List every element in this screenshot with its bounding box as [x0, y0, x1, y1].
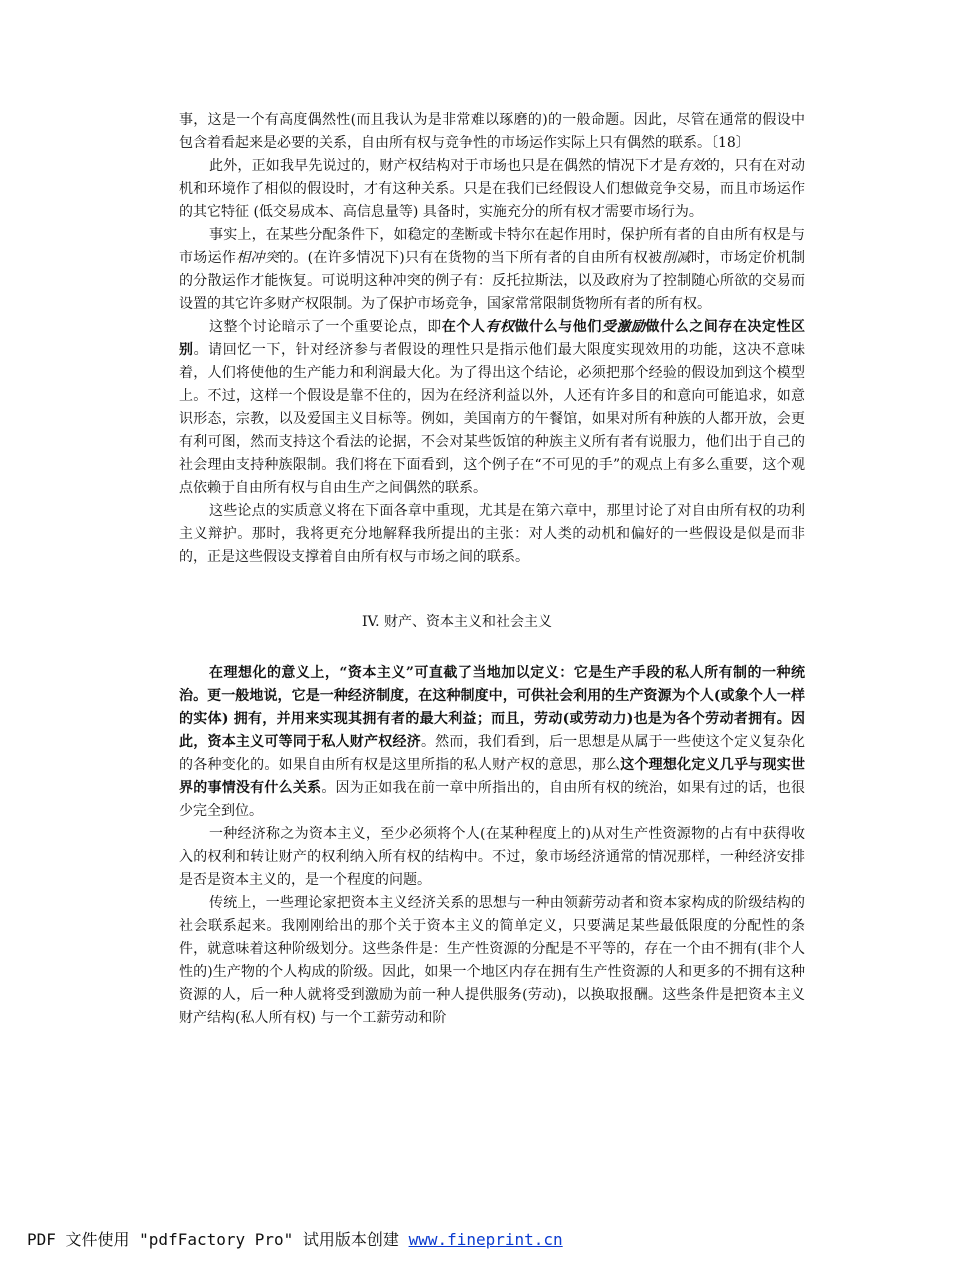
text-span: 的，只有在对动机和环境作了相似的假设时，才有这种关系。只是在我们已经假设人们想做竞争交易，而且市场运作的其它特征 (低交易成本、高信息量等) 具备时，实施充分的所有权才需要市场行为。 — [179, 158, 805, 220]
paragraph — [179, 823, 805, 892]
emphasis-span: 做什么之间存在决定性区别 — [179, 319, 806, 358]
text-span: 一种经济称之为资本主义，至少必须将个人(在某种程度上的)从对生产性资源物的占有中获得收入的权利和转让财产的权利纳入所有权的结构中。不过，象市场经济通常的情况那样，一种经济安排是否是资本主义的，是一个程度的问题。 — [179, 826, 805, 888]
paragraph — [179, 892, 805, 1030]
text-span: 传统上，一些理论家把资本主义经济关系的思想与一种由领薪劳动者和资本家构成的阶级结构的社会联系起来。我刚刚给出的那个关于资本主义的简单定义，只要满足某些最低限度的分配性的条件，就意味着这种阶级划分。这些条件是：生产性资源的分配是不平等的，存在一个由不拥有(非个人性的)生产物的个人构成的阶级。因此，如果一个地区内存在拥有生产性资源的人和更多的不拥有这种资源的人，后一种人就将受到激励为前一种人提供服务(劳动)，以换取报酬。这些条件是把资本主义财产结构(私人所有权) 与一个工薪劳动和阶 — [179, 895, 805, 1026]
emphasis-span: 有权 — [485, 319, 515, 335]
section-heading: IV. 财产、资本主义和社会主义 — [361, 614, 553, 630]
emphasis-span: 受激励 — [601, 319, 646, 335]
text-span: 这些论点的实质意义将在下面各章中重现，尤其是在第六章中，那里讨论了对自由所有权的功利主义辩护。那时，我将更充分地解释我所提出的主张：对人类的动机和偏好的一些假设是似是而非的，正是这些假设支撑着自由所有权与市场之间的联系。 — [179, 503, 805, 565]
emphasis-span: 有效 — [677, 158, 706, 174]
text-span: 此外，正如我早先说过的，财产权结构对于市场也只是在偶然的情况下才是 — [209, 158, 678, 174]
emphasis-span: 相冲突 — [236, 250, 280, 266]
footer-link[interactable]: www.fineprint.cn — [408, 1230, 563, 1249]
paragraph — [179, 500, 805, 569]
paragraph — [179, 662, 805, 823]
body-text — [179, 109, 805, 569]
footer-text: PDF 文件使用 "pdfFactory Pro" 试用版本创建 — [27, 1230, 409, 1249]
emphasis-span: 做什么与他们 — [514, 319, 602, 335]
text-span: 。因为正如我在前一章中所指出的，自由所有权的统治，如果有过的话，也很少完全到位。 — [179, 780, 806, 819]
paragraph — [179, 155, 805, 224]
text-span: 时，市场定价机制的分散运作才能恢复。可说明这种冲突的例子有：反托拉斯法，以及政府为了控制随心所欲的交易而设置的其它许多财产权限制。为了保护市场竞争，国家常常限制货物所有者的所有权。 — [179, 250, 805, 312]
pdf-footer — [27, 1229, 563, 1251]
text-span: 事，这是一个有高度偶然性(而且我认为是非常难以琢磨的)的一般命题。因此，尽管在通常的假设中包含着看起来是必要的关系，自由所有权与竞争性的市场运作实际上只有偶然的联系。〔18〕 — [179, 112, 805, 151]
emphasis-span: 这个理想化定义几乎与现实世界的事情没有什么关系 — [179, 757, 806, 796]
paragraph — [179, 224, 805, 316]
page-body — [179, 109, 805, 1030]
paragraph — [179, 316, 805, 500]
text-span: 这整个讨论暗示了一个重要论点，即 — [209, 319, 442, 335]
paragraph — [179, 109, 805, 155]
emphasis-span: 在理想化的意义上，“资本主义”可直截了当地加以定义：它是生产手段的私人所有制的一种统治。更一般地说，它是一种经济制度，在这种制度中，可供社会利用的生产资源为个人(或象个人一样的实体) 拥有，并用来实现其拥有者的最大利益；而且，劳动(或劳动力)也是为各个劳动者拥有。因此，资本主义可等同于私人财产权经济 — [179, 665, 805, 750]
section-body-text — [179, 662, 805, 1030]
text-span: 的。(在许多情况下)只有在货物的当下所有者的自由所有权被 — [279, 250, 663, 266]
text-span: 。然而，我们看到，后一思想是从属于一些使这个定义复杂化的各种变化的。如果自由所有权是这里所指的私人财产权的意思，那么 — [179, 734, 805, 773]
text-span: 事实上，在某些分配条件下，如稳定的垄断或卡特尔在起作用时，保护所有者的自由所有权是与市场运作 — [179, 227, 805, 266]
emphasis-span: 削减 — [662, 250, 691, 266]
text-span: 。请回忆一下，针对经济参与者假设的理性只是指示他们最大限度实现效用的功能，这决不意味着，人们将使他的生产能力和利润最大化。为了得出这个结论，必须把那个经验的假设加到这个模型上。不过，这样一个假设是靠不住的，因为在经济利益以外，人还有许多目的和意向可能追求，如意识形态，宗教，以及爱国主义目标等。例如，美国南方的午餐馆，如果对所有种族的人都开放，会更有利可图，然而支持这个看法的论据，不会对某些饭馆的种族主义所有者有说服力，他们出于自己的社会理由支持种族限制。我们将在下面看到，这个例子在“不可见的手”的观点上有多么重要，这个观点依赖于自由所有权与自由生产之间偶然的联系。 — [179, 342, 806, 496]
emphasis-span: 在个人 — [441, 319, 486, 335]
